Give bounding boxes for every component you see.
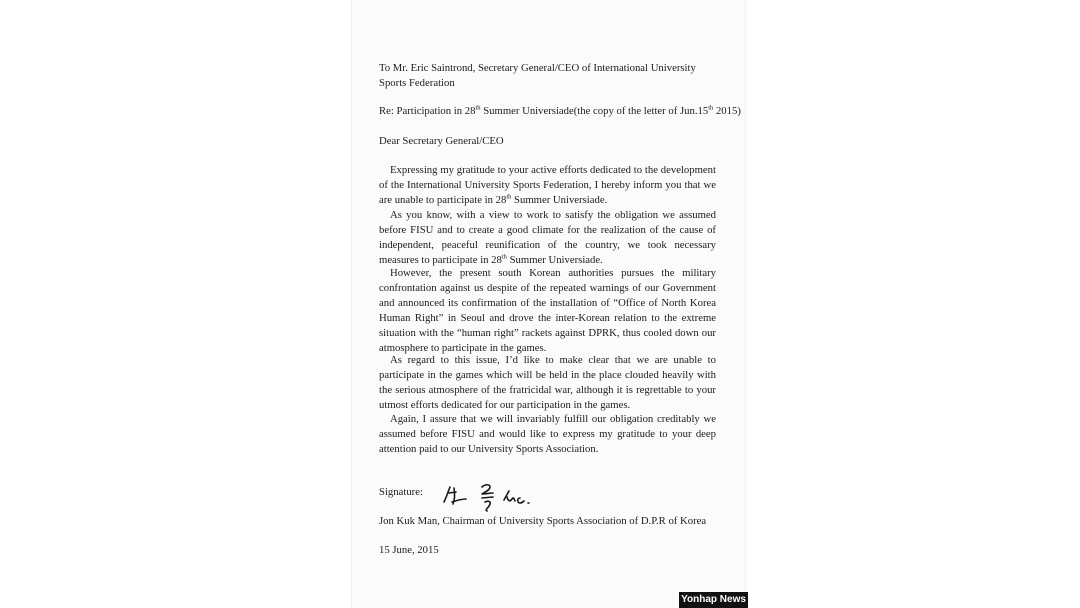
paragraph-3: However, the present south Korean authorities pursues the military confrontation against us despite of the repeated warnings of our Government and announced its confirmation of the installation of “Office of North Korea Human Right” in Seoul and drove the inter-Korean relation to the extreme situation with the “human right” rackets against DPRK, thus cooled down our atmosphere to participate in the games.: [379, 267, 716, 354]
recipient-line-2: Sports Federation: [379, 77, 455, 89]
paragraph-1: Expressing my gratitude to your active efforts dedicated to the development of the International University Sports Federation, I hereby inform you that we are unable to participate in 28th Summer Universiade.: [379, 164, 716, 206]
letter-date: 15 June, 2015: [379, 544, 439, 556]
yonhap-news-watermark: Yonhap News: [679, 592, 748, 608]
paragraph-5: Again, I assure that we will invariably fulfill our obligation creditably we assumed before FISU and would like to express my gratitude to your deep attention paid to our University Sports Association.: [379, 413, 716, 455]
paragraph-4: As regard to this issue, I’d like to make clear that we are unable to participate in the games which will be held in the place clouded heavily with the serious atmosphere of the fratricidal war, although it is regrettable to your utmost efforts dedicated for our participation in the games.: [379, 354, 716, 411]
paragraph-2: As you know, with a view to work to satisfy the obligation we assumed before FISU and to create a good climate for the realization of the cause of independent, peaceful reunification of the country, we took necessary measures to participate in 28th Summer Universiade.: [379, 209, 716, 266]
recipient-line-1: To Mr. Eric Saintrond, Secretary General/CEO of International University: [379, 62, 696, 74]
handwritten-signature: [436, 478, 556, 512]
subject-line: Re: Participation in 28th Summer Universiade(the copy of the letter of Jun.15th 2015): [379, 104, 741, 117]
signature-label: Signature:: [379, 486, 423, 498]
salutation: Dear Secretary General/CEO: [379, 135, 504, 147]
letter-document: [351, 0, 746, 608]
signatory-name: Jon Kuk Man, Chairman of University Sports Association of D.P.R of Korea: [379, 515, 707, 527]
